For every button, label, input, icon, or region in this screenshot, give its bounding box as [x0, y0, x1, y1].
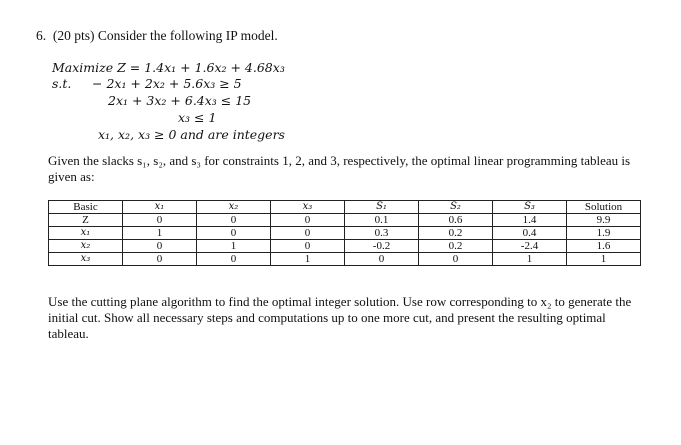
- header-x2: x₂: [197, 201, 271, 214]
- table-cell: 0: [271, 214, 345, 227]
- lp-tableau: [48, 200, 641, 266]
- question-title: 6. (20 pts) Consider the following IP model.: [36, 28, 278, 43]
- row-x1-basic: x₁: [49, 227, 123, 240]
- table-cell: 1: [493, 253, 567, 266]
- table-cell: -2.4: [493, 240, 567, 253]
- nonnegativity-integer-constraint: x₁, x₂, x₃ ≥ 0 and are integers: [98, 127, 285, 142]
- header-solution: Solution: [567, 201, 641, 214]
- table-cell: 0: [197, 214, 271, 227]
- header-basic: Basic: [49, 201, 123, 214]
- table-cell: 0: [345, 253, 419, 266]
- instructions-paragraph: Use the cutting plane algorithm to find the optimal integer solution. Use row corresponding to x₂ to generate the initial cut. Show all necessary steps and computations up to one more cut, and present the resulting optimal tableau.: [48, 294, 632, 341]
- table-cell: 0: [271, 240, 345, 253]
- table-cell: 0: [123, 214, 197, 227]
- constraint-2: 2x₁ + 3x₂ + 6.4x₃ ≤ 15: [108, 93, 252, 108]
- table-cell: 0: [271, 227, 345, 240]
- table-cell: 0.2: [419, 240, 493, 253]
- header-s1: S₁: [345, 201, 419, 214]
- header-s3: S₃: [493, 201, 567, 214]
- objective-function: Maximize Z = 1.4x₁ + 1.6x₂ + 4.68x₃: [52, 60, 285, 75]
- header-x3: x₃: [271, 201, 345, 214]
- table-row: [49, 214, 641, 227]
- table-cell: 0: [197, 253, 271, 266]
- table-cell: 0: [123, 253, 197, 266]
- table-cell: 0: [197, 227, 271, 240]
- table-cell: 1: [567, 253, 641, 266]
- intro-paragraph: Given the slacks s₁, s₂, and s₃ for constraints 1, 2, and 3, respectively, the optimal linear programming tableau is given as:: [48, 153, 631, 184]
- constraint-1: − 2x₁ + 2x₂ + 5.6x₃ ≥ 5: [92, 76, 242, 91]
- table-cell: 9.9: [567, 214, 641, 227]
- table-cell: 0.1: [345, 214, 419, 227]
- constraint-3: x₃ ≤ 1: [178, 110, 217, 125]
- table-cell: 1: [123, 227, 197, 240]
- row-x3-basic: x₃: [49, 253, 123, 266]
- table-row: [49, 253, 641, 266]
- table-cell: 0: [123, 240, 197, 253]
- table-cell: 1.4: [493, 214, 567, 227]
- table-row: [49, 240, 641, 253]
- table-cell: 1: [271, 253, 345, 266]
- table-cell: 0.2: [419, 227, 493, 240]
- row-x2-basic: x₂: [49, 240, 123, 253]
- header-x1: x₁: [123, 201, 197, 214]
- header-s2: S₂: [419, 201, 493, 214]
- table-row: [49, 227, 641, 240]
- table-cell: 1.9: [567, 227, 641, 240]
- table-cell: 0.3: [345, 227, 419, 240]
- table-cell: 0: [419, 253, 493, 266]
- table-cell: 0.6: [419, 214, 493, 227]
- tableau-header-row: [49, 201, 641, 214]
- row-z-basic: Z: [49, 214, 123, 227]
- table-cell: -0.2: [345, 240, 419, 253]
- table-cell: 0.4: [493, 227, 567, 240]
- table-cell: 1.6: [567, 240, 641, 253]
- table-cell: 1: [197, 240, 271, 253]
- subject-to-label: s.t.: [52, 76, 72, 91]
